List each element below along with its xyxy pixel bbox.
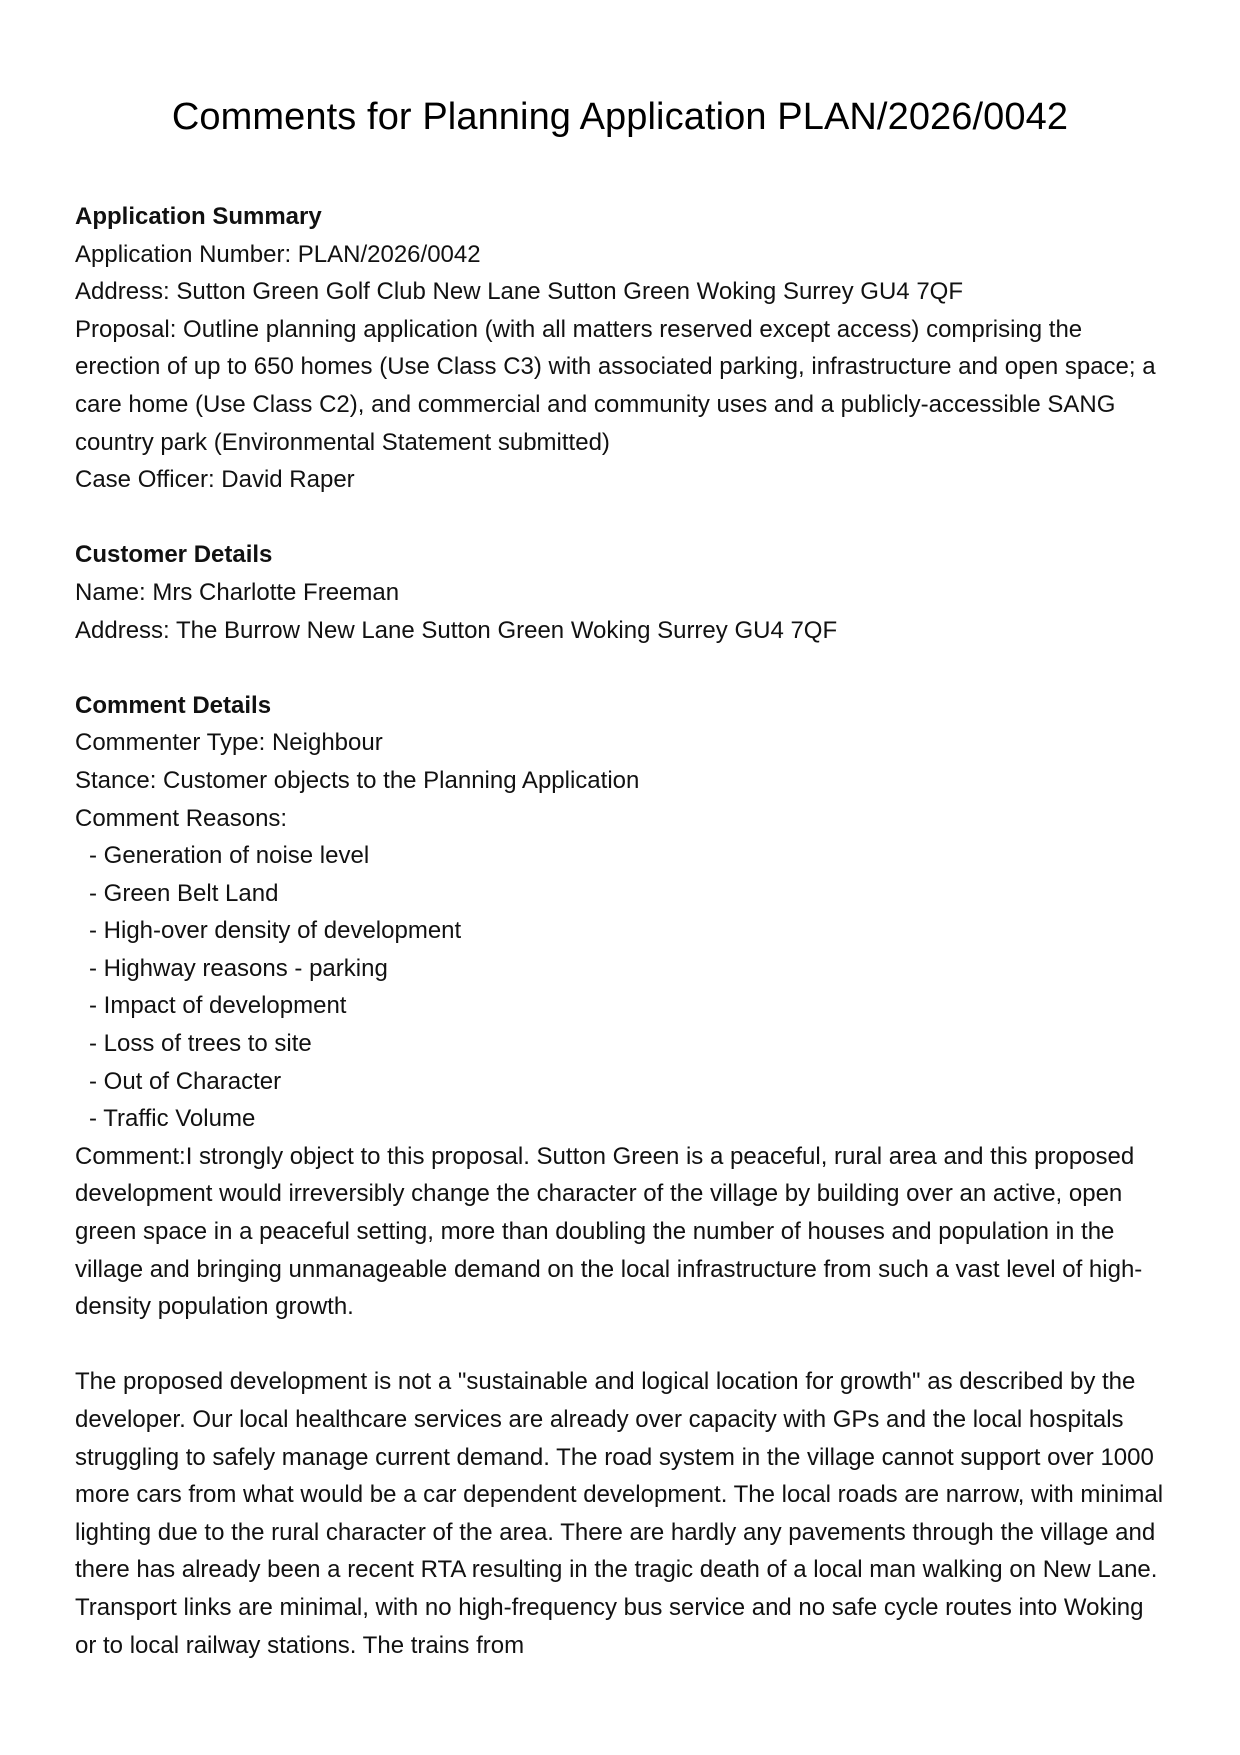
comment-paragraph: The proposed development is not a "sustainable and logical location for growth" as described by the developer. Our local healthcare services are already over capacity with GPs and the local hospitals struggling to safely manage current demand. The road system in the village cannot support over 1000 more cars from what would be a car dependent development. The local roads are narrow, with minimal lighting due to the rural character of the area. There are hardly any pavements through the village and there has already been a recent RTA resulting in the tragic death of a local man walking on New Lane. Transport links are minimal, with no high-frequency bus service and no safe cycle routes into Woking or to local railway stations. The trains from [75, 1368, 1164, 1659]
case-officer: Case Officer: David Raper [75, 466, 355, 494]
application-number: Application Number: PLAN/2026/0042 [75, 240, 481, 268]
comment-paragraph: Comment:I strongly object to this proposal. Sutton Green is a peaceful, rural area and this proposed development would irreversibly change the character of the village by building over an active, open green space in a peaceful setting, more than doubling the number of houses and population in the village and bringing unmanageable demand on the local infrastructure from such a vast level of high-density population growth. [75, 1142, 1143, 1321]
customer-address: Address: The Burrow New Lane Sutton Green Woking Surrey GU4 7QF [75, 616, 838, 644]
section-spacer [75, 649, 1165, 687]
comment-reasons-label: Comment Reasons: [75, 804, 288, 832]
commenter-type: Commenter Type: Neighbour [75, 729, 383, 757]
document-content [75, 198, 1165, 1664]
list-item: - Out of Character [89, 1067, 282, 1095]
application-address: Address: Sutton Green Golf Club New Lane Sutton Green Woking Surrey GU4 7QF [75, 278, 963, 306]
application-proposal: Proposal: Outline planning application (with all matters reserved except access) comprising the erection of up to 650 homes (Use Class C3) with associated parking, infrastructure and open space; a care home (Use Class C2), and commercial and community uses and a publicly-accessible SANG country park (Environmental Statement submitted) [75, 315, 1156, 456]
comment-stance: Stance: Customer objects to the Planning Application [75, 766, 640, 794]
customer-details-heading: Customer Details [75, 541, 273, 569]
list-item: - High-over density of development [89, 917, 462, 945]
document-title: Comments for Planning Application PLAN/2026/0042 [171, 96, 1069, 138]
comment-details-heading: Comment Details [75, 691, 272, 719]
paragraph-spacer [75, 1326, 1165, 1364]
customer-name: Name: Mrs Charlotte Freeman [75, 578, 400, 606]
list-item: - Loss of trees to site [89, 1030, 312, 1058]
comment-details-section [75, 687, 1165, 1664]
application-summary-heading: Application Summary [75, 203, 322, 230]
application-summary-section [75, 198, 1165, 499]
comment-reasons-list [75, 837, 1165, 1138]
customer-details-section [75, 536, 1165, 649]
list-item: - Green Belt Land [89, 879, 279, 907]
list-item: - Traffic Volume [89, 1105, 256, 1133]
list-item: - Generation of noise level [89, 842, 370, 870]
list-item: - Impact of development [89, 992, 347, 1020]
section-spacer [75, 499, 1165, 537]
list-item: - Highway reasons - parking [89, 954, 388, 982]
